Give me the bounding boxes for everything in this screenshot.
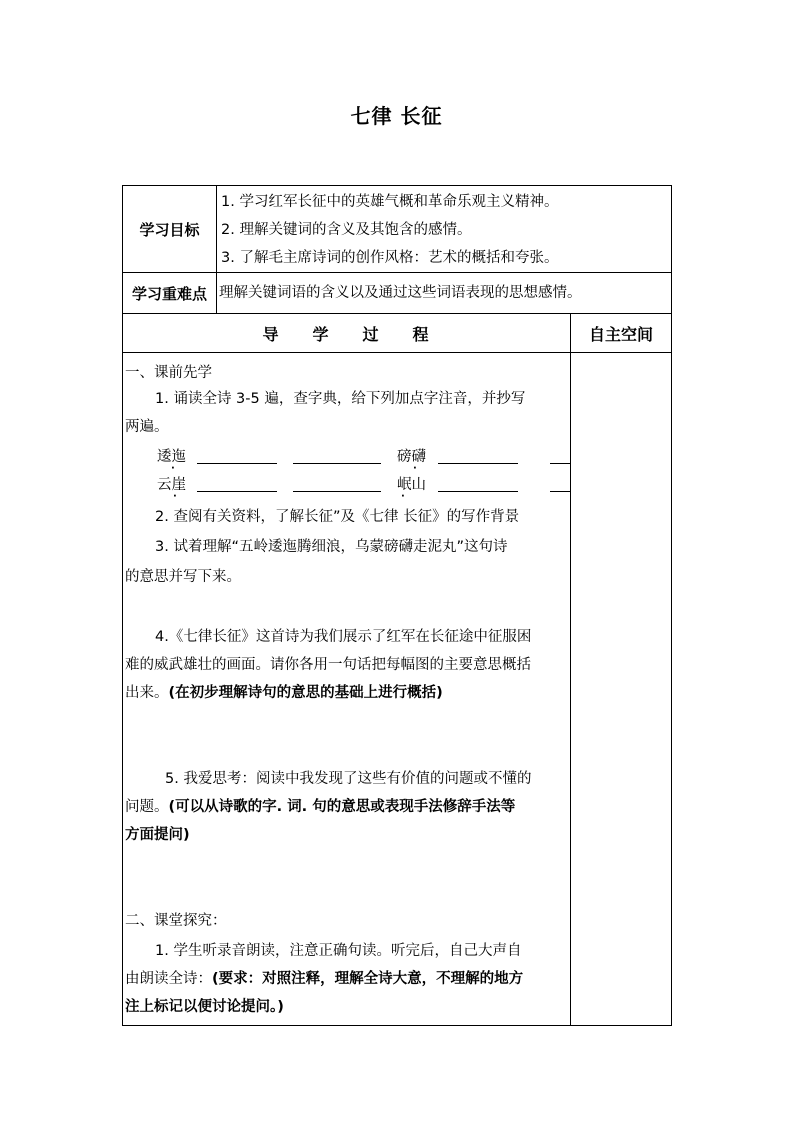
focus-text: 理解关键词语的含义以及通过这些词语表现的思想感情。	[219, 285, 582, 301]
question-5-line-1: 5. 我爱思考：阅读中我发现了这些有价值的问题或不懂的	[165, 771, 532, 787]
lesson-table	[122, 185, 672, 1026]
space-header: 自主空间	[571, 314, 672, 353]
inquiry-1-line-2	[125, 967, 523, 988]
goal-item-2: 2. 理解关键词的含义及其饱含的感情。	[221, 222, 472, 238]
answer-blank[interactable]	[197, 491, 277, 492]
answer-blank[interactable]	[550, 463, 570, 464]
goals-row	[123, 186, 672, 273]
emphasis-dot: ·	[171, 463, 175, 474]
inquiry-1-text: 由朗读全诗：	[125, 971, 212, 987]
question-4-line-1: 4.《七律长征》这首诗为我们展示了红军在长征途中征服困	[155, 629, 532, 645]
question-5-text: 问题。	[125, 799, 169, 815]
question-1-line-1: 1. 诵读全诗 3-5 遍，查字典，给下列加点字注音，并抄写	[155, 391, 526, 407]
page-title: 七律 长征	[350, 104, 443, 128]
goal-item-3: 3. 了解毛主席诗词的创作风格：艺术的概括和夸张。	[221, 250, 559, 266]
emphasis-dot: ·	[413, 463, 417, 474]
inquiry-1-hint: (要求：对照注释，理解全诗大意，不理解的地方	[212, 971, 524, 987]
inquiry-1-line-3: 注上标记以便讨论提问。)	[125, 999, 284, 1015]
content-row	[123, 353, 672, 1026]
goal-item-1: 1. 学习红军长征中的英雄气概和革命乐观主义精神。	[221, 194, 559, 210]
self-space-cell[interactable]	[571, 353, 672, 1026]
answer-blank[interactable]	[293, 463, 381, 464]
question-1-line-2: 两遍。	[125, 419, 169, 435]
process-header-char: 导	[262, 324, 281, 344]
answer-blank[interactable]	[197, 463, 277, 464]
process-header-char: 程	[412, 324, 431, 344]
section-class-inquiry: 二、课堂探究：	[125, 913, 227, 929]
header-row	[123, 314, 672, 353]
process-header-char: 学	[312, 324, 331, 344]
word-weiyi: 逶迤	[157, 449, 186, 465]
question-3-line-2: 的意思并写下来。	[125, 569, 241, 585]
question-2: 2. 查阅有关资料，了解长征”及《七律 长征》的写作背景	[155, 509, 520, 525]
answer-blank[interactable]	[293, 491, 381, 492]
question-4-line-2: 难的威武雄壮的画面。请你各用一句话把每幅图的主要意思概括	[125, 657, 531, 673]
answer-blank[interactable]	[550, 491, 570, 492]
word-pangbo: 磅礴	[397, 449, 426, 465]
emphasis-dot: ·	[401, 491, 405, 502]
question-4-text: 出来。	[125, 685, 169, 701]
content-cell	[123, 353, 571, 1026]
process-header	[123, 314, 571, 353]
emphasis-dot: ·	[173, 491, 177, 502]
focus-cell	[217, 273, 672, 314]
question-5-line-3: 方面提问)	[125, 827, 190, 843]
focus-row	[123, 273, 672, 314]
question-5-hint: (可以从诗歌的字. 词. 句的意思或表现手法修辞手法等	[168, 799, 516, 815]
word-minshan: 岷山	[397, 477, 426, 493]
process-header-char: 过	[362, 324, 381, 344]
word-yunya: 云崖	[157, 477, 186, 493]
question-3-line-1: 3. 试着理解“五岭逶迤腾细浪，乌蒙磅礴走泥丸”这句诗	[155, 539, 508, 555]
focus-label: 学习重难点	[123, 273, 217, 314]
question-4-hint: (在初步理解诗句的意思的基础上进行概括)	[168, 685, 443, 701]
answer-blank[interactable]	[438, 463, 518, 464]
goals-cell	[217, 186, 672, 273]
inquiry-1-line-1: 1. 学生听录音朗读，注意正确句读。听完后，自己大声自	[155, 943, 522, 959]
answer-blank[interactable]	[438, 491, 518, 492]
section-pre-study: 一、课前先学	[125, 365, 212, 381]
goals-label: 学习目标	[123, 186, 217, 273]
question-5-line-2	[125, 795, 515, 816]
question-4-line-3	[125, 681, 443, 702]
